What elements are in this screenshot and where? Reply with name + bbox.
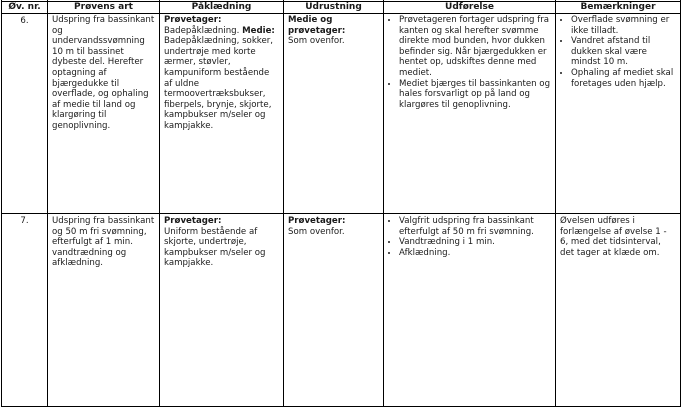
equipment-cell (284, 14, 384, 214)
test-type-cell: Udspring fra bassinkant og undervandssvømning 10 m til bassinet dybeste del. Herefter optagning af bjærgedukke til overflade, og ophaling af medie til land og klargøring til genoplivning. (48, 14, 160, 214)
equipment-role-label: Prøvetager: (288, 216, 346, 226)
clothing-text: Uniform bestående af skjorte, undertrøje, kampbukser m/seler og kampjakke. (164, 226, 266, 269)
clothing-cell (160, 214, 284, 407)
remarks-cell (556, 14, 681, 214)
execution-cell (384, 214, 556, 407)
test-type-cell: Udspring fra bassinkant og 50 m fri svømning, efterfulgt af 1 min. vandtrædning og afklædning. (48, 214, 160, 407)
exercise-number: 7. (2, 214, 48, 407)
header-remarks: Bemærkninger (556, 2, 681, 14)
list-item: • Vandret afstand til dukken skal være mindst 10 m. (571, 36, 676, 68)
clothing-text: Badepåklædning, sokker, undertrøje med korte ærmer, støvler, kampuniform bestående af uldne termoovertræksbukser, fiberpels, brynje, skjorte, kampbukser m/seler og kampjakke. (164, 36, 274, 131)
equipment-cell (284, 214, 384, 407)
header-test-type: Prøvens art (48, 2, 160, 14)
clothing-role-label: Prøvetager: (164, 216, 222, 226)
list-item: • Vandtrædning i 1 min. (399, 237, 551, 248)
clothing-role-label: Medie: (242, 25, 275, 36)
list-item: • Afklædning. (399, 248, 551, 259)
header-equipment: Udrustning (284, 2, 384, 14)
list-item: • Prøvetageren fortager udspring fra kanten og skal herefter svømme direkte mod bunden, hvor dukken befinder sig. Når bjærgedukken er hentet op, udskiftes denne med mediet. (399, 15, 551, 79)
equipment-text: Som ovenfor. (288, 226, 345, 237)
equipment-role-label: Medie og prøvetager: (288, 15, 346, 36)
equipment-text: Som ovenfor. (288, 36, 345, 47)
header-clothing: Påklædning (160, 2, 284, 14)
list-item: • Ophaling af mediet skal foretages uden hjælp. (571, 68, 676, 89)
execution-cell (384, 14, 556, 214)
clothing-text: Badepåklædning. (164, 25, 243, 36)
list-item: • Mediet bjærges til bassinkanten og hales forsvarligt op på land og klargøres til genoplivning. (399, 79, 551, 111)
table-row (2, 14, 681, 214)
list-item: • Overflade svømning er ikke tilladt. (571, 15, 676, 36)
exercise-number: 6. (2, 14, 48, 214)
clothing-cell (160, 14, 284, 214)
table-row (2, 214, 681, 407)
header-execution: Udførelse (384, 2, 556, 14)
clothing-role-label: Prøvetager: (164, 15, 222, 25)
remarks-cell: Øvelsen udføres i forlængelse af øvelse 1 - 6, med det tidsinterval, det tager at klæde om. (556, 214, 681, 407)
header-exercise-number: Øv. nr. (2, 2, 48, 14)
exercise-table (1, 1, 681, 407)
list-item: • Valgfrit udspring fra bassinkant efterfulgt af 50 m fri svømning. (399, 216, 551, 237)
table-header-row (2, 2, 681, 14)
